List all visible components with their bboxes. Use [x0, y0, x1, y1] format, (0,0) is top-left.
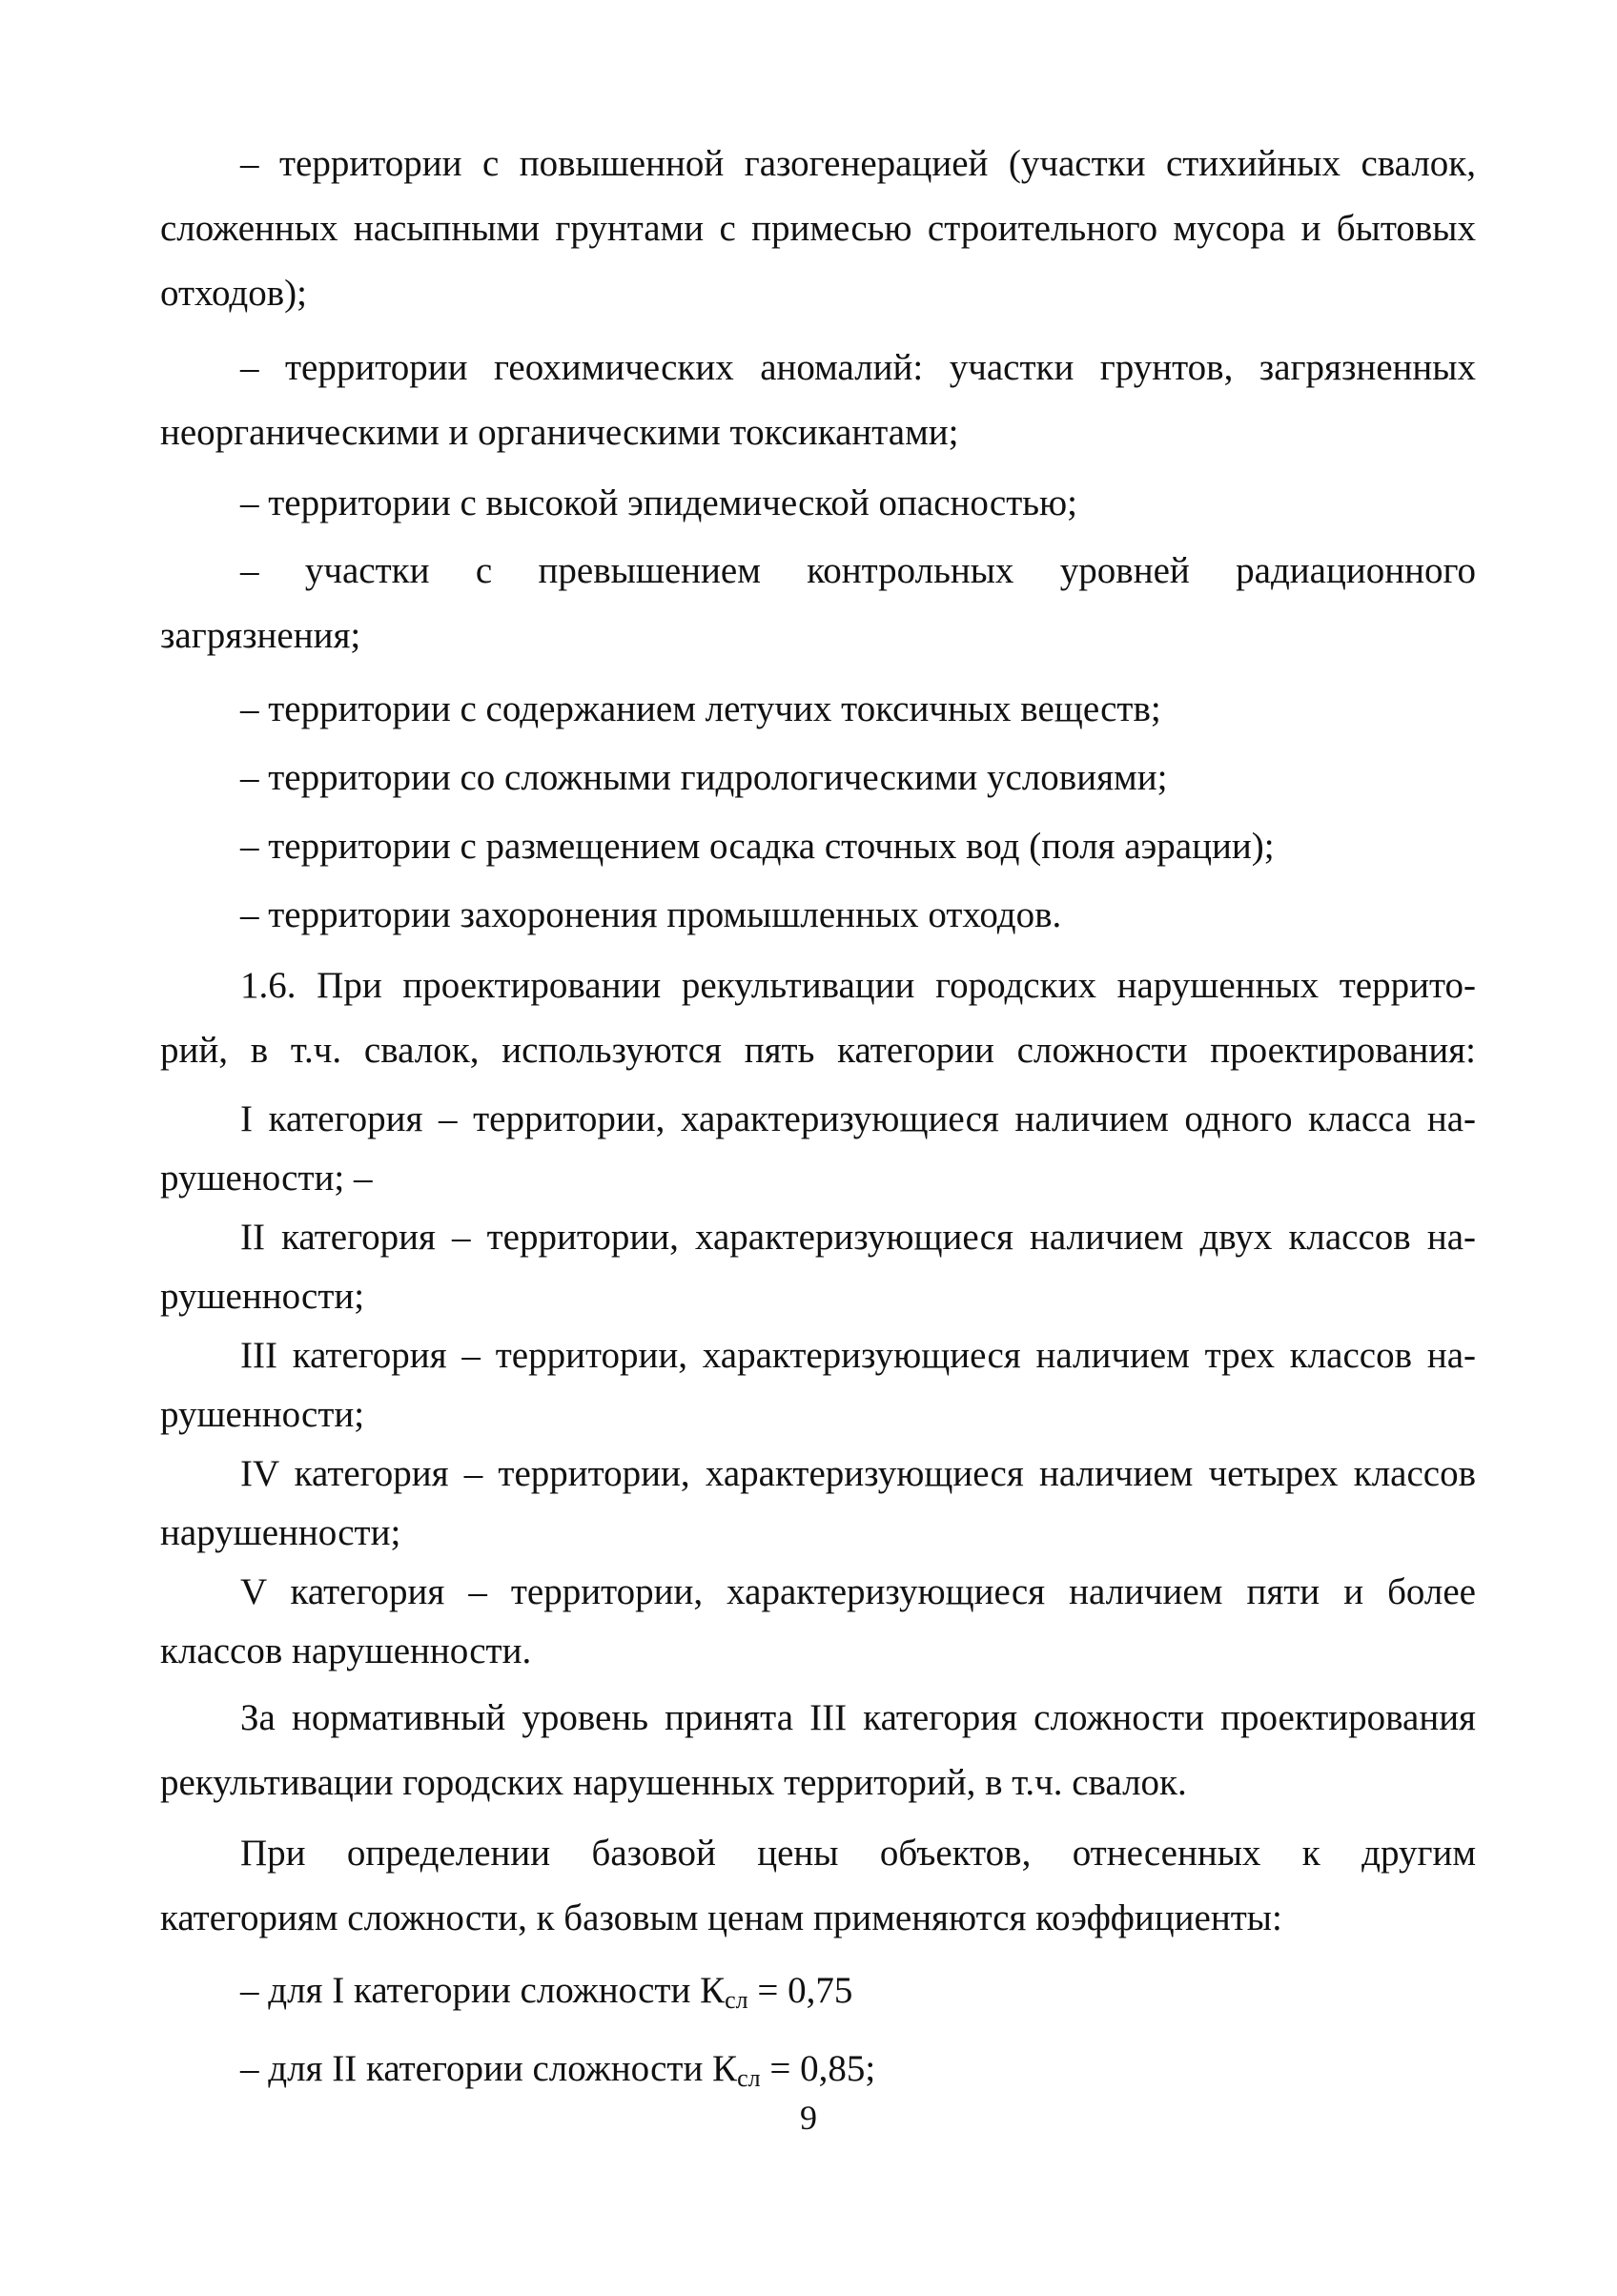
- text-line: – территории со сложными гидрологическими условиями;: [240, 757, 1168, 798]
- list-coefficients: [160, 1957, 1476, 2113]
- coefficient-subscript: сл: [737, 2064, 761, 2092]
- text-line: рекультивации городских нарушенных территорий, в т.ч. свалок.: [160, 1762, 1187, 1803]
- text-line: II категория – территории, характеризующиеся наличием двух классов на-: [240, 1217, 1476, 1258]
- text-line: – территории с содержанием летучих токсичных веществ;: [240, 688, 1161, 729]
- text-line: – территории с высокой эпидемической опасностью;: [240, 482, 1077, 523]
- page-number: 9: [800, 2099, 817, 2137]
- text-line: I категория – территории, характеризующиеся наличием одного класса на-: [240, 1098, 1476, 1139]
- paragraph-radiation: [160, 539, 1476, 668]
- paragraph-geochemical: [160, 336, 1476, 465]
- text-line: рий, в т.ч. свалок, используются пять категории сложности проектирования:: [160, 1030, 1476, 1071]
- coefficient-label: – для II категории сложности К: [240, 2048, 738, 2089]
- text-line: сложенных насыпными грунтами с примесью строительного мусора и бытовых: [160, 208, 1476, 249]
- text-line: загрязнения;: [160, 615, 361, 656]
- text-line: нарушенности;: [160, 1512, 401, 1553]
- paragraph-gas-generation: [160, 132, 1476, 326]
- list-territories: [160, 675, 1476, 950]
- text-line: V категория – территории, характеризующиеся наличием пяти и более: [240, 1571, 1476, 1612]
- paragraph-epidemic: [160, 471, 1476, 536]
- text-line: категориям сложности, к базовым ценам применяются коэффициенты:: [160, 1897, 1282, 1938]
- coefficient-value: = 0,75: [747, 1970, 853, 2011]
- text-line: – территории с повышенной газогенерацией (участки стихийных свалок,: [240, 143, 1476, 184]
- text-line: рушенности;: [160, 1394, 365, 1435]
- text-line: 1.6. При проектировании рекультивации городских нарушенных террито-: [240, 965, 1476, 1006]
- paragraph-base-price: [160, 1821, 1476, 1951]
- text-line: – территории с размещением осадка сточных вод (поля аэрации);: [240, 826, 1275, 867]
- text-line: IV категория – территории, характеризующиеся наличием четырех классов: [240, 1453, 1476, 1494]
- text-line: неорганическими и органическими токсикантами;: [160, 412, 959, 453]
- text-line: III категория – территории, характеризующиеся наличием трех классов на-: [240, 1335, 1476, 1376]
- text-line: рушености; –: [160, 1158, 373, 1199]
- text-line: отходов);: [160, 273, 308, 314]
- paragraph-section-1-6: [160, 953, 1476, 1083]
- text-line: – территории захоронения промышленных отходов.: [240, 894, 1062, 935]
- text-line: – территории геохимических аномалий: участки грунтов, загрязненных: [240, 347, 1476, 388]
- coefficient-label: – для I категории сложности К: [240, 1970, 726, 2011]
- coefficient-category-1: [160, 1957, 1476, 2035]
- text-line: классов нарушенности.: [160, 1630, 532, 1671]
- list-categories: [160, 1090, 1476, 1681]
- text-line: При определении базовой цены объектов, отнесенных к другим: [240, 1833, 1476, 1874]
- text-line: – участки с превышением контрольных уровней радиационного: [240, 550, 1476, 591]
- text-line: рушенности;: [160, 1276, 365, 1317]
- coefficient-subscript: сл: [725, 1986, 748, 2014]
- text-line: За нормативный уровень принята III категория сложности проектирования: [240, 1697, 1476, 1738]
- coefficient-value: = 0,85;: [760, 2048, 876, 2089]
- paragraph-normative-level: [160, 1686, 1476, 1815]
